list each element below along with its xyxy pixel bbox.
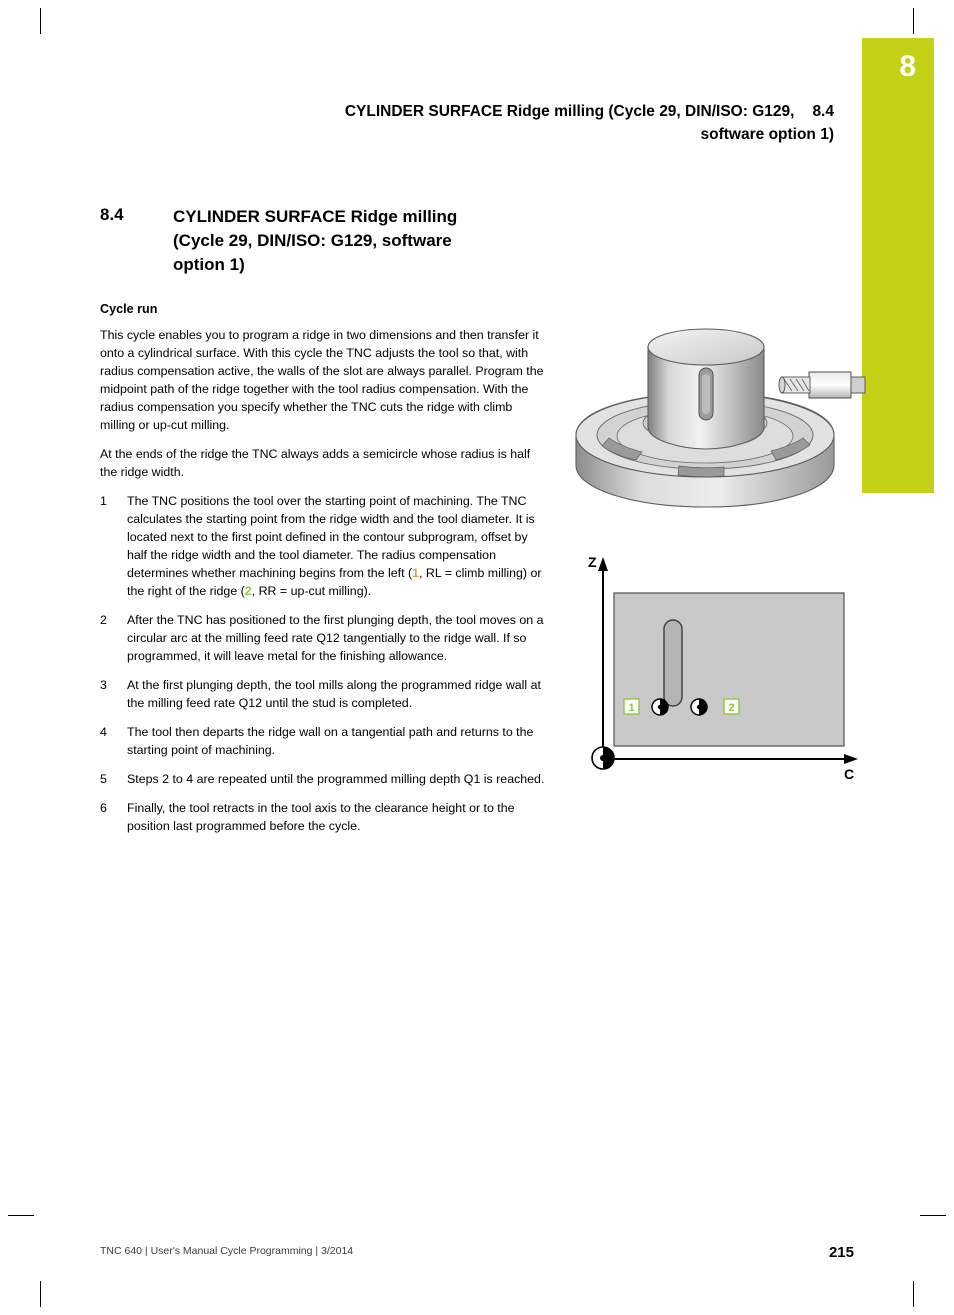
list-item [100,493,550,601]
origin-symbol [592,747,614,769]
approach-marker-1 [652,699,668,715]
section-number: 8.4 [100,205,124,224]
axis-z [598,557,608,759]
unrolled-plate [614,593,844,746]
section-title [173,205,550,277]
cycle-run-steps [100,493,550,836]
section-title-line2: (Cycle 29, DIN/ISO: G129, software [173,231,452,251]
step-text: At the first plunging depth, the tool mills along the programmed ridge wall at the milling feed rate Q12 until the stud is completed. [127,677,541,710]
svg-text:1: 1 [628,702,635,714]
figure-unrolled-svg [566,545,876,780]
cylinder-boss [648,329,764,449]
crop-mark-top-left [40,8,41,34]
callout-2 [724,699,739,714]
step-text-after: , RR = up-cut milling). [251,584,372,599]
step-index: 2 [100,613,107,628]
axis-c-label: C [844,766,855,780]
list-item [100,771,550,789]
step-index: 1 [100,494,107,509]
running-header [186,100,834,147]
body-column [100,300,550,847]
chapter-number: 8 [899,50,916,83]
approach-marker-2 [691,699,707,715]
crop-mark-right-upper [920,1215,946,1216]
paragraph-2: At the ends of the ridge the TNC always adds a semicircle whose radius is half the ridge width. [100,447,531,480]
step-marker-2: 2 [244,584,252,599]
list-item [100,612,550,666]
crop-mark-top-right [913,8,914,34]
step-text: Finally, the tool retracts in the tool axis to the clearance height or to the position last programmed before the cycle. [127,800,515,833]
step-index: 3 [100,677,107,692]
crop-mark-bottom-right [913,1281,914,1307]
list-item [100,677,550,713]
axis-c [603,754,858,764]
step-text-before: The TNC positions the tool over the starting point of machining. The TNC calculates the starting point from the ridge width and the tool diameter. It is located next to the first point defined in the contour subprogram, offset by half the ridge width and the tool diameter. The radius compensation determines whether machining begins from the left ( [127,494,535,581]
figure-cylinder-workpiece [566,315,876,540]
subheading-cycle-run: Cycle run [100,302,158,316]
paragraph-1: This cycle enables you to program a ridge in two dimensions and then transfer it onto a cylindrical surface. With this cycle the TNC adjusts the tool so that, with radius compensation active, the walls of the slot are always parallel. Program the midpoint path of the ridge together with the tool radius compensation. With the radius compensation you specify whether the TNC cuts the ridge with climb milling or up-cut milling. [100,328,544,433]
running-header-section-number: 8.4 [812,103,834,120]
running-header-line1: CYLINDER SURFACE Ridge milling (Cycle 29, DIN/ISO: G129, [344,103,795,120]
step-index: 6 [100,800,107,815]
figure-cylinder-svg [566,315,876,540]
callout-1 [624,699,639,714]
step-text: The tool then departs the ridge wall on a tangential path and returns to the starting point of machining. [127,724,534,757]
step-text-middle: , RL = climb milling) or the right of the ridge ( [127,566,542,599]
crop-mark-left-upper [8,1215,34,1216]
milling-tool [779,372,865,398]
section-title-line1: CYLINDER SURFACE Ridge milling [173,207,458,226]
svg-text:2: 2 [728,702,735,714]
step-text: After the TNC has positioned to the first plunging depth, the tool moves on a circular arc at the milling feed rate Q12 tangentially to the ridge wall. If so programmed, it will leave metal for the finishing allowance. [127,613,544,663]
step-index: 4 [100,724,107,739]
axis-z-label: Z [588,554,597,570]
step-index: 5 [100,771,107,786]
ridge-shape [664,620,682,706]
step-marker-1: 1 [412,566,420,581]
step-text: Steps 2 to 4 are repeated until the programmed milling depth Q1 is reached. [127,771,545,786]
figure-unrolled-surface [566,545,876,780]
footer-text: TNC 640 | User's Manual Cycle Programming | 3/2014 [100,1245,354,1257]
crop-mark-bottom-left [40,1281,41,1307]
section-title-line3: option 1) [173,255,245,275]
section-heading [100,205,550,277]
list-item [100,724,550,760]
list-item [100,800,550,836]
running-header-line2: software option 1) [700,126,834,144]
page-number: 215 [828,1244,854,1261]
